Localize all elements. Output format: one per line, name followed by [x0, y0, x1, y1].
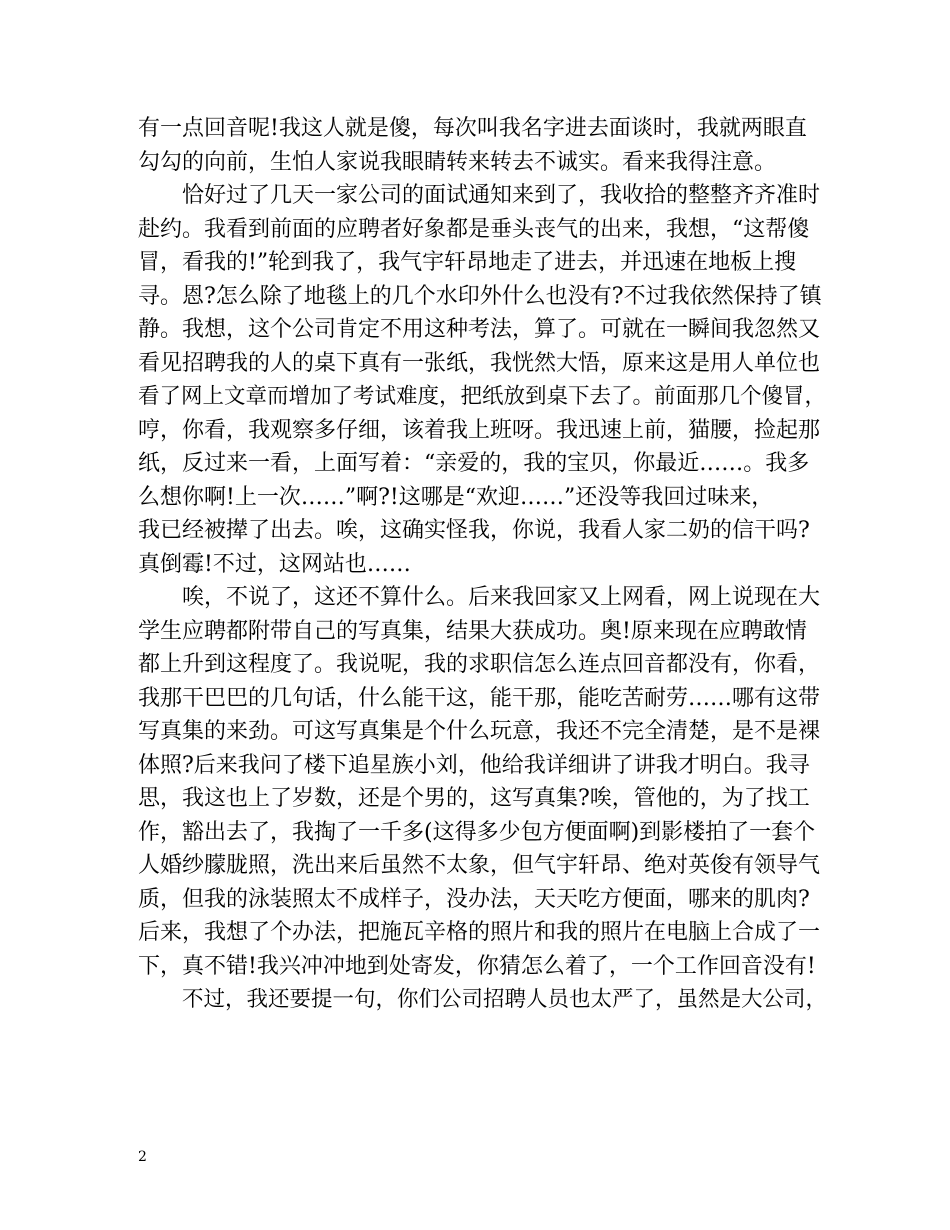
body-text: [138, 112, 828, 1017]
text-line: 看见招聘我的人的桌下真有一张纸，我恍然大悟，原来这是用人单位也: [138, 350, 821, 376]
page-number: 2: [138, 1149, 147, 1165]
text-line: 看了网上文章而增加了考试难度，把纸放到桌下去了。前面那几个傻冒，: [138, 384, 827, 409]
text-line: 么想你啊!上一次……”啊?!这哪是“欢迎……”还没等我回过味来，: [138, 484, 774, 510]
text-line: 思，我这也上了岁数，还是个男的，这写真集?唉，管他的，为了找工: [138, 786, 810, 811]
text-line: 体照?后来我问了楼下追星族小刘，他给我详细讲了讲我才明白。我寻: [138, 752, 810, 778]
text-line: 不过，我还要提一句，你们公司招聘人员也太严了，虽然是大公司，: [182, 987, 828, 1012]
text-line: 写真集的来劲。可这写真集是个什么玩意，我还不完全清楚，是不是裸: [138, 719, 821, 744]
text-line: 学生应聘都附带自己的写真集，结果大获成功。奥!原来现在应聘敢情: [138, 618, 807, 644]
text-line: 纸，反过来一看，上面写着：“亲爱的，我的宝贝，你最近……。我多: [138, 451, 810, 476]
text-line: 恰好过了几天一家公司的面试通知来到了，我收拾的整整齐齐准时: [182, 183, 821, 208]
text-line: 寻。恩?怎么除了地毯上的几个水印外什么也没有?不过我依然保持了镇: [138, 283, 822, 309]
text-line: 我已经被撵了出去。唉，这确实怪我，你说，我看人家二奶的信干吗?: [138, 518, 810, 543]
text-line: 作，豁出去了，我掏了一千多(这得多少包方便面啊)到影楼拍了一套个: [138, 819, 816, 845]
text-line: 我那干巴巴的几句话，什么能干这，能干那，能吃苦耐劳……哪有这带: [138, 685, 821, 711]
text-line: 都上升到这程度了。我说呢，我的求职信怎么连点回音都没有，你看，: [138, 652, 821, 677]
text-line: 赴约。我看到前面的应聘者好象都是垂头丧气的出来，我想，“这帮傻: [138, 216, 810, 242]
text-line: 有一点回音呢!我这人就是傻，每次叫我名字进去面谈时，我就两眼直: [138, 116, 807, 141]
text-line: 下，真不错!我兴冲冲地到处寄发，你猜怎么着了，一个工作回音没有!: [138, 953, 816, 979]
text-line: 后来，我想了个办法，把施瓦辛格的照片和我的照片在电脑上合成了一: [138, 920, 821, 945]
text-line: 唉，不说了，这还不算什么。后来我回家又上网看，网上说现在大: [182, 585, 821, 610]
text-line: 冒，看我的!”轮到我了，我气宇轩昂地走了进去，并迅速在地板上搜: [138, 250, 797, 275]
text-line: 勾勾的向前，生怕人家说我眼睛转来转去不诚实。看来我得注意。: [138, 149, 777, 175]
text-line: 哼，你看，我观察多仔细，该着我上班呀。我迅速上前，猫腰，捡起那: [138, 417, 821, 443]
text-line: 质，但我的泳装照太不成样子，没办法，天天吃方便面，哪来的肌肉?: [138, 886, 810, 912]
text-line: 静。我想，这个公司肯定不用这种考法，算了。可就在一瞬间我忽然又: [138, 317, 821, 342]
text-line: 真倒霉!不过，这网站也……: [138, 551, 411, 577]
text-line: 人婚纱朦胧照，洗出来后虽然不太象，但气宇轩昂、绝对英俊有领导气: [138, 853, 821, 878]
